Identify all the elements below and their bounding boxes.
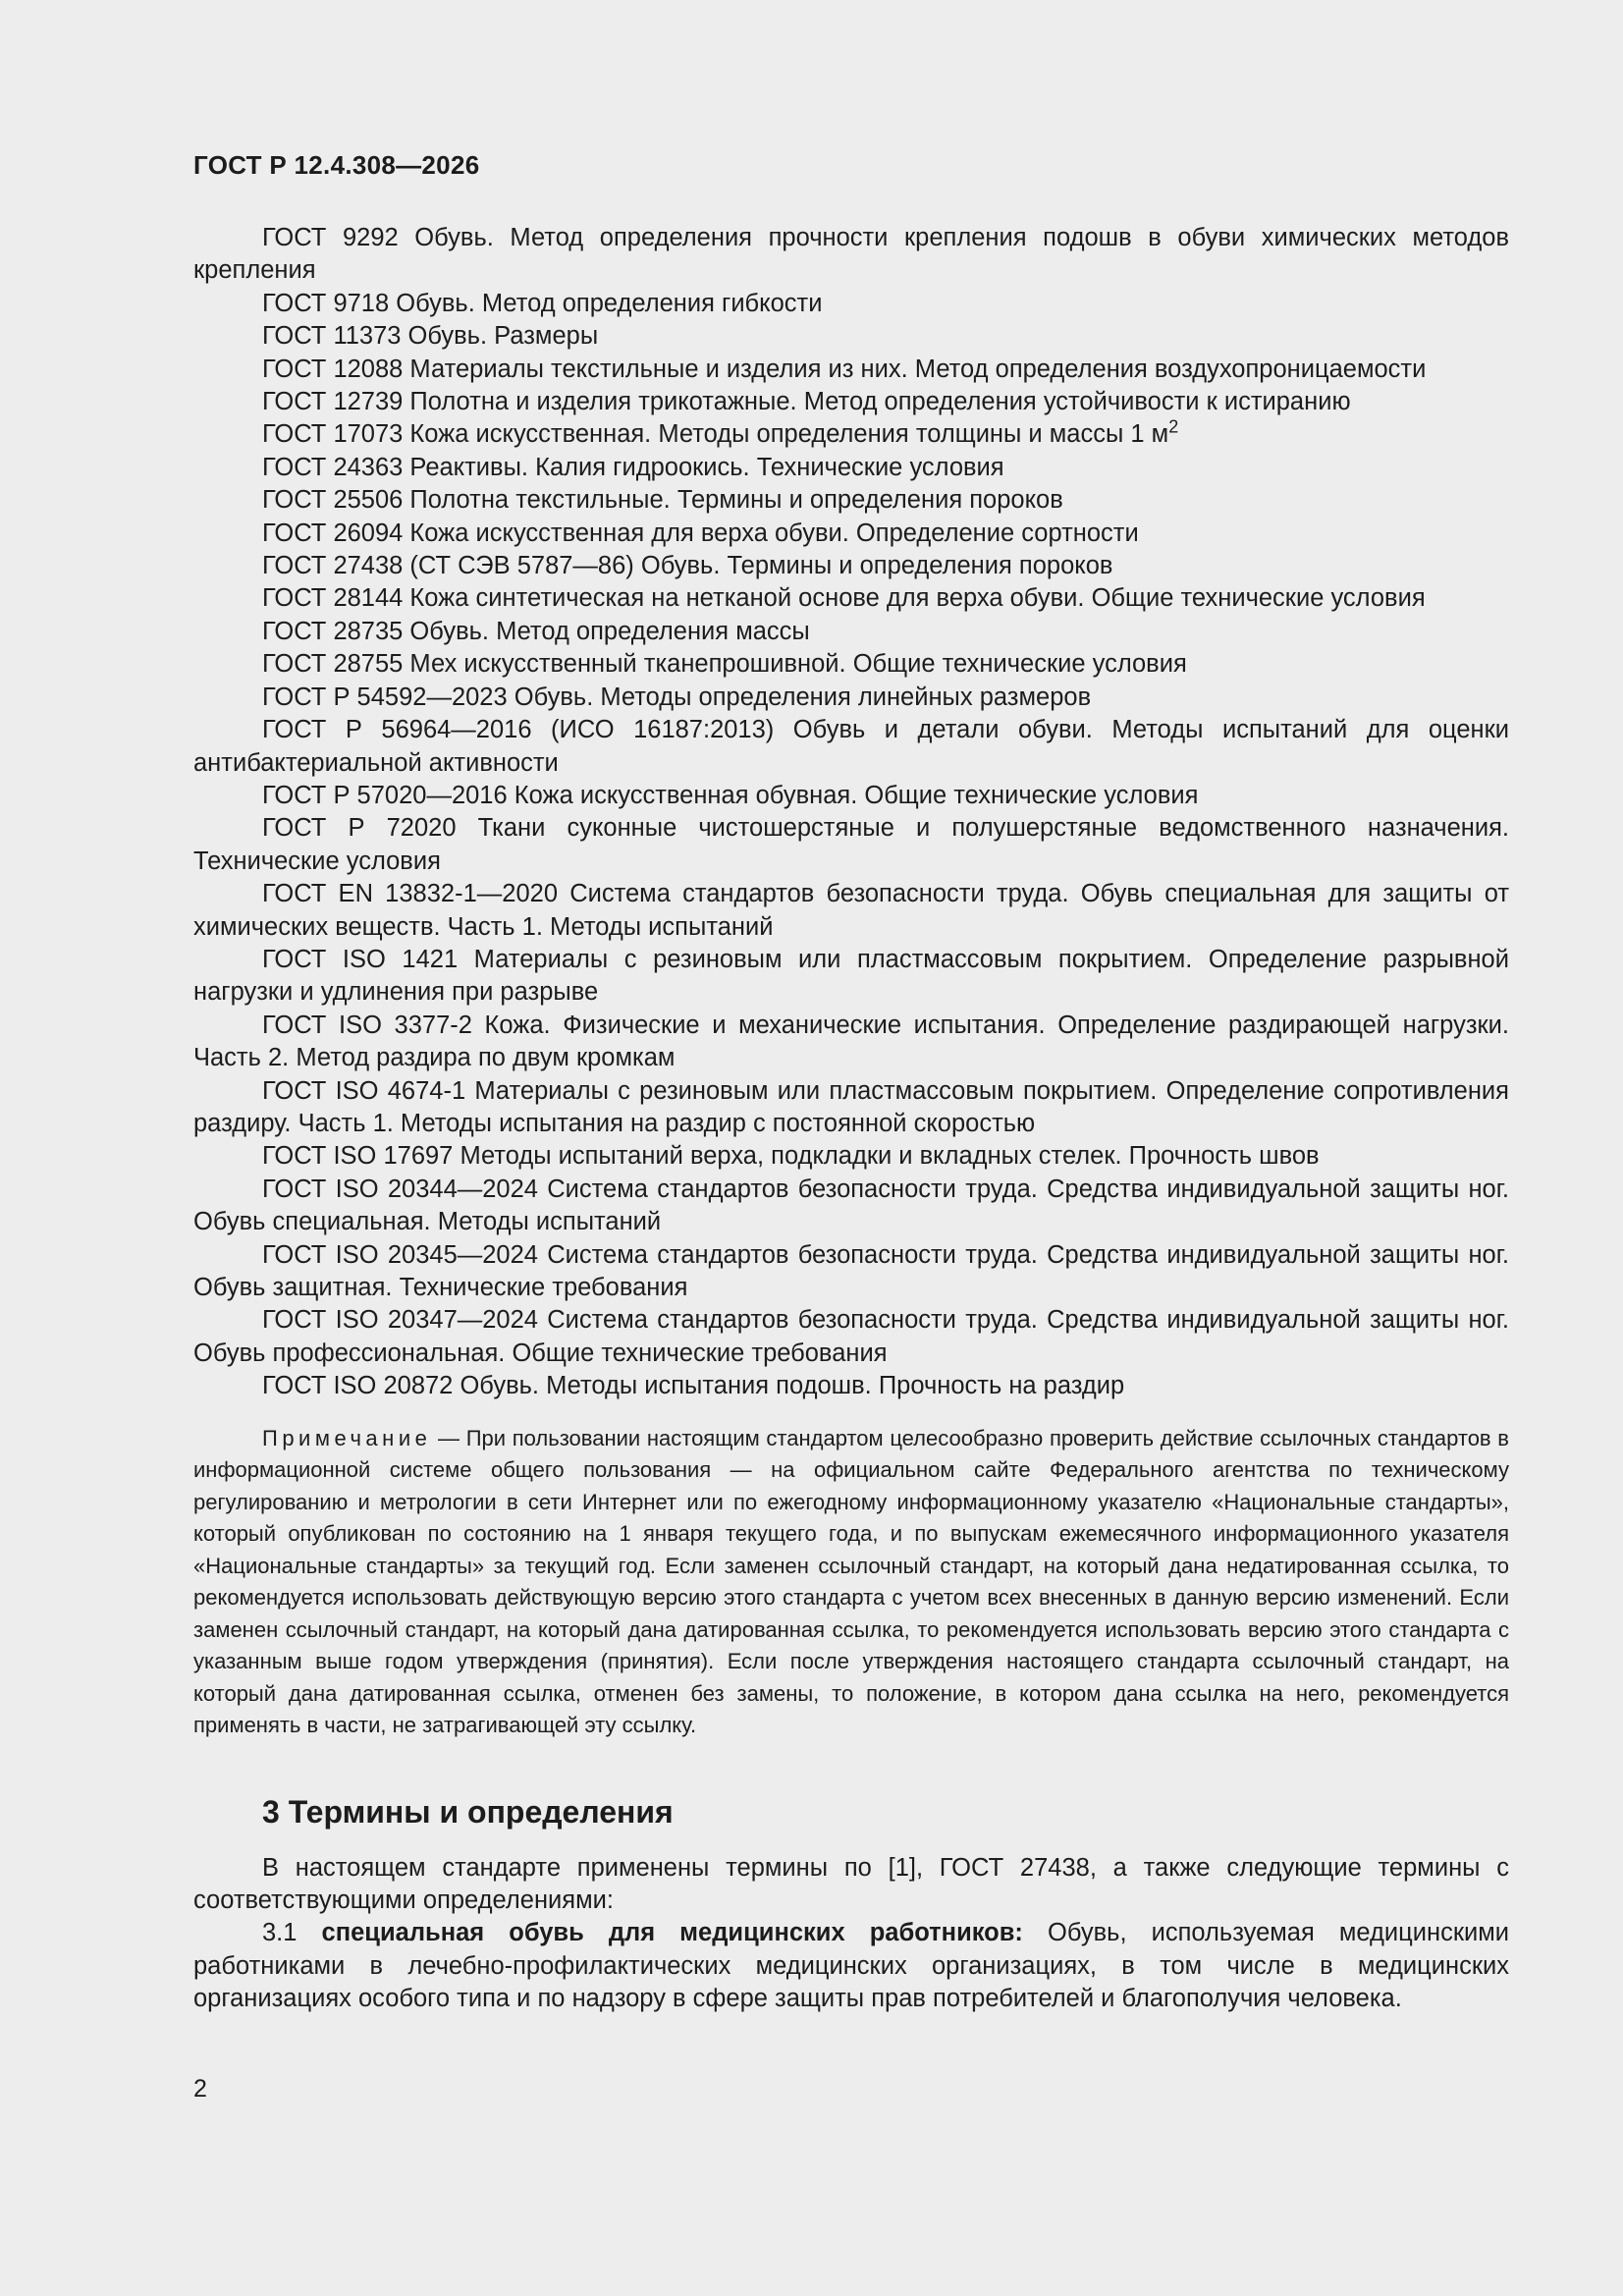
reference-item: ГОСТ Р 54592—2023 Обувь. Методы определения линейных размеров bbox=[262, 683, 1092, 711]
reference-item: ГОСТ 26094 Кожа искусственная для верха обуви. Определение сортности bbox=[262, 519, 1139, 547]
reference-item: ГОСТ Р 57020—2016 Кожа искусственная обувная. Общие технические условия bbox=[262, 781, 1199, 809]
note-block bbox=[193, 1423, 1509, 1742]
reference-item: ГОСТ 27438 (СТ СЭВ 5787—86) Обувь. Термины и определения пороков bbox=[262, 552, 1113, 580]
reference-item: ГОСТ EN 13832-1—2020 Система стандартов безопасности труда. Обувь специальная для защиты от химических веществ. Часть 1. Методы испытаний bbox=[193, 880, 1509, 941]
reference-item: ГОСТ 12739 Полотна и изделия трикотажные. Метод определения устойчивости к истиранию bbox=[262, 388, 1351, 416]
reference-item: ГОСТ ISO 20872 Обувь. Методы испытания подошв. Прочность на раздир bbox=[262, 1372, 1125, 1400]
reference-item bbox=[193, 418, 1509, 451]
note-text: — При пользовании настоящим стандартом целесообразно проверить действие ссылочных стандартов в информационной системе общего пользования — на официальном сайте Федерального агентства по техническому регулированию и метрологии в сети Интернет или по ежегодному информационному указателю «Национальные стандарты», который опубликован по состоянию на 1 января текущего года, и по выпускам ежемесячного информационного указателя «Национальные стандарты» за текущий год. Если заменен ссылочный стандарт, на который дана недатированная ссылка, то рекомендуется использовать действующую версию этого стандарта с учетом всех внесенных в данную версию изменений. Если заменен ссылочный стандарт, на который дана датированная ссылка, то рекомендуется использовать версию этого стандарта с указанным выше годом утверждения (принятия). Если после утверждения настоящего стандарта ссылочный стандарт, на который дана датированная ссылка, отменен без замены, то положение, в котором дана ссылка на него, рекомендуется применять в части, не затрагивающей эту ссылку. bbox=[193, 1425, 1509, 1738]
term-name: специальная обувь для медицинских работников: bbox=[321, 1919, 1023, 1947]
reference-item: ГОСТ 11373 Обувь. Размеры bbox=[262, 322, 599, 351]
reference-item: ГОСТ Р 72020 Ткани суконные чистошерстяные и полушерстяные ведомственного назначения. Технические условия bbox=[193, 814, 1509, 875]
references-list bbox=[193, 222, 1509, 1403]
reference-item: ГОСТ ISO 4674-1 Материалы с резиновым или пластмассовым покрытием. Определение сопротивления раздиру. Часть 1. Методы испытания на раздир с постоянной скоростью bbox=[193, 1076, 1509, 1137]
reference-item: ГОСТ 28755 Мех искусственный тканепрошивной. Общие технические условия bbox=[262, 650, 1187, 679]
section-intro: В настоящем стандарте применены термины по [1], ГОСТ 27438, а также следующие термины с соответствующими определениями: bbox=[193, 1853, 1509, 1915]
reference-item: ГОСТ ISO 20347—2024 Система стандартов безопасности труда. Средства индивидуальной защиты ног. Обувь профессиональная. Общие технические требования bbox=[193, 1306, 1509, 1367]
term-definition bbox=[193, 1917, 1509, 2015]
reference-item: ГОСТ 9718 Обувь. Метод определения гибкости bbox=[262, 289, 823, 317]
superscript: 2 bbox=[1168, 416, 1179, 437]
reference-item: ГОСТ ISO 1421 Материалы с резиновым или пластмассовым покрытием. Определение разрывной нагрузки и удлинения при разрыве bbox=[193, 945, 1509, 1007]
reference-item: ГОСТ ISO 3377-2 Кожа. Физические и механические испытания. Определение раздирающей нагрузки. Часть 2. Метод раздира по двум кромкам bbox=[193, 1011, 1509, 1072]
reference-item: ГОСТ 28735 Обувь. Метод определения массы bbox=[262, 617, 810, 645]
reference-item: ГОСТ Р 56964—2016 (ИСО 16187:2013) Обувь и детали обуви. Методы испытаний для оценки антибактериальной активности bbox=[193, 716, 1509, 777]
page-content bbox=[193, 222, 1509, 2016]
page-number: 2 bbox=[193, 2075, 207, 2103]
reference-item: ГОСТ 24363 Реактивы. Калия гидроокись. Технические условия bbox=[262, 453, 1004, 481]
reference-item: ГОСТ ISO 20345—2024 Система стандартов безопасности труда. Средства индивидуальной защиты ног. Обувь защитная. Технические требования bbox=[193, 1240, 1509, 1301]
note-label: Примечание bbox=[262, 1425, 432, 1450]
reference-item: ГОСТ 12088 Материалы текстильные и изделия из них. Метод определения воздухопроницаемости bbox=[262, 355, 1427, 383]
reference-item: ГОСТ ISO 17697 Методы испытаний верха, подкладки и вкладных стелек. Прочность швов bbox=[262, 1142, 1320, 1171]
reference-text: ГОСТ 17073 Кожа искусственная. Методы определения толщины и массы 1 м bbox=[262, 420, 1169, 449]
reference-item: ГОСТ 28144 Кожа синтетическая на нетканой основе для верха обуви. Общие технические условия bbox=[262, 584, 1426, 613]
reference-item: ГОСТ 9292 Обувь. Метод определения прочности крепления подошв в обуви химических методов крепления bbox=[193, 224, 1509, 285]
section-title: 3 Термины и определения bbox=[262, 1793, 674, 1830]
term-definition-text: Обувь, используемая медицинскими работниками в лечебно-профилактических медицинских организациях, в том числе в медицинских организациях особого типа и по надзору в сфере защиты прав потребителей и благополучия человека. bbox=[193, 1919, 1509, 2013]
term-number: 3.1 bbox=[262, 1919, 298, 1947]
reference-item: ГОСТ 25506 Полотна текстильные. Термины и определения пороков bbox=[262, 486, 1063, 515]
document-header: ГОСТ Р 12.4.308—2026 bbox=[193, 150, 480, 180]
reference-item: ГОСТ ISO 20344—2024 Система стандартов безопасности труда. Средства индивидуальной защиты ног. Обувь специальная. Методы испытаний bbox=[193, 1175, 1509, 1236]
